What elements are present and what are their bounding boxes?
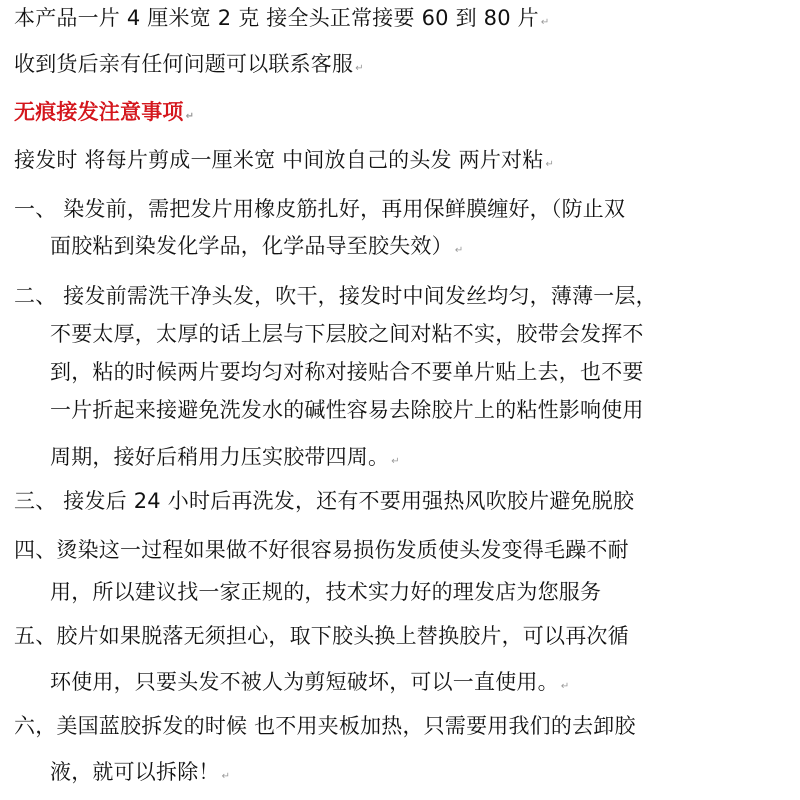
item-2-line-2 (50, 320, 644, 348)
customer-service-line (14, 50, 364, 83)
item-2-line-1 (14, 282, 657, 310)
text: 用，所以建议找一家正规的，技术实力好的理发店为您服务 (50, 580, 602, 604)
method-line (14, 146, 554, 179)
item-2-line-3 (50, 358, 644, 386)
paragraph-mark: ↵ (540, 17, 550, 28)
item-2-line-4 (50, 396, 644, 424)
text: 面胶粘到染发化学品，化学品导至胶失效） (50, 234, 453, 258)
item-1-line-1 (14, 195, 625, 223)
text: 无痕接发注意事项 (14, 100, 184, 124)
text: 一片折起来接避免洗发水的碱性容易去除胶片上的粘性影响使用 (50, 398, 644, 422)
text: 到，粘的时候两片要均匀对称对接贴合不要单片贴上去，也不要 (50, 360, 644, 384)
text: 本产品一片 4 厘米宽 2 克 接全头正常接要 60 到 80 片 (14, 6, 539, 30)
item-5-line-2 (50, 668, 569, 701)
item-4-line-2 (50, 578, 601, 606)
notice-heading (14, 98, 194, 131)
paragraph-mark: ↵ (221, 771, 231, 782)
text: 五、胶片如果脱落无须担心，取下胶头换上替换胶片，可以再次循 (14, 624, 629, 648)
text: 接发时 将每片剪成一厘米宽 中间放自己的头发 两片对粘 (14, 148, 544, 172)
text: 三、 接发后 24 小时后再洗发，还有不要用强热风吹胶片避免脱胶 (14, 489, 635, 513)
text: 六，美国蓝胶拆发的时候 也不用夹板加热，只需要用我们的去卸胶 (14, 714, 636, 738)
item-4-line-1 (14, 536, 629, 564)
item-5-line-1 (14, 622, 629, 650)
item-2-line-5 (50, 443, 400, 476)
paragraph-mark: ↵ (355, 63, 364, 74)
text: 四、烫染这一过程如果做不好很容易损伤发质使头发变得毛躁不耐 (14, 538, 629, 562)
item-6-line-1 (14, 712, 636, 740)
text: 二、 接发前需洗干净头发，吹干，接发时中间发丝均匀，薄薄一层， (14, 284, 657, 308)
item-3-line-1 (14, 487, 634, 515)
paragraph-mark: ↵ (454, 245, 464, 256)
paragraph-mark: ↵ (560, 681, 570, 692)
text: 一、 染发前，需把发片用橡皮筋扎好，再用保鲜膜缠好，（防止双 (14, 197, 626, 221)
text: 收到货后亲有任何问题可以联系客服 (14, 52, 354, 76)
text: 不要太厚，太厚的话上层与下层胶之间对粘不实，胶带会发挥不 (50, 322, 644, 346)
item-6-line-2 (50, 758, 230, 791)
text: 液，就可以拆除！ (50, 760, 220, 784)
item-1-line-2 (50, 232, 463, 265)
text: 周期，接好后稍用力压实胶带四周。 (50, 445, 390, 469)
text: 环使用，只要头发不被人为剪短破坏，可以一直使用。 (50, 670, 559, 694)
paragraph-mark: ↵ (185, 111, 195, 122)
paragraph-mark: ↵ (545, 159, 555, 170)
product-spec-line (14, 4, 549, 37)
paragraph-mark: ↵ (391, 456, 400, 467)
